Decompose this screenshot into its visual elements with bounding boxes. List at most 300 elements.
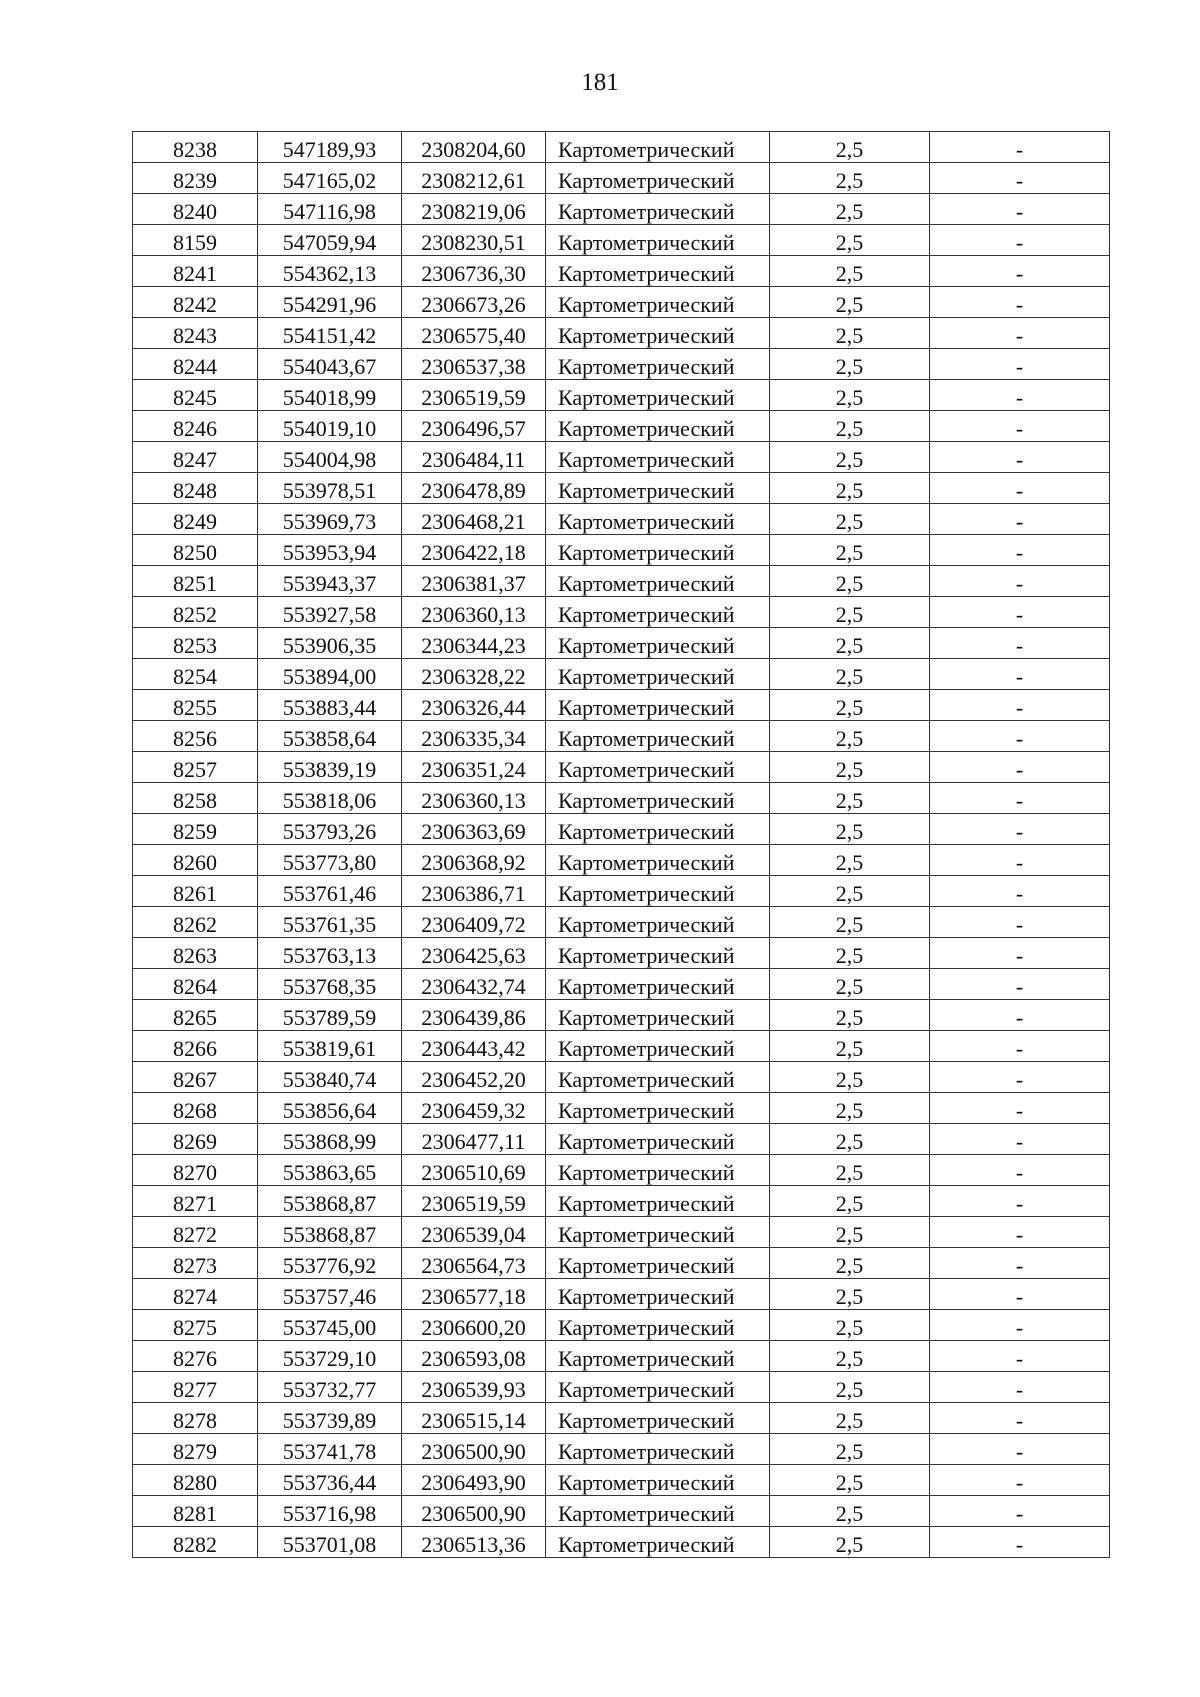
x-coordinate-cell: 553739,89 <box>258 1403 402 1434</box>
note-cell: - <box>930 1496 1110 1527</box>
table-row <box>133 566 1110 597</box>
accuracy-cell: 2,5 <box>770 690 930 721</box>
y-coordinate-cell: 2306564,73 <box>402 1248 546 1279</box>
x-coordinate-cell: 553840,74 <box>258 1062 402 1093</box>
y-coordinate-cell: 2306673,26 <box>402 287 546 318</box>
method-cell: Картометрический <box>546 225 770 256</box>
x-coordinate-cell: 553761,35 <box>258 907 402 938</box>
point-number-cell: 8273 <box>133 1248 258 1279</box>
y-coordinate-cell: 2306477,11 <box>402 1124 546 1155</box>
method-cell: Картометрический <box>546 1000 770 1031</box>
method-cell: Картометрический <box>546 411 770 442</box>
method-cell: Картометрический <box>546 1093 770 1124</box>
note-cell: - <box>930 1310 1110 1341</box>
y-coordinate-cell: 2306432,74 <box>402 969 546 1000</box>
note-cell: - <box>930 1403 1110 1434</box>
method-cell: Картометрический <box>546 535 770 566</box>
note-cell: - <box>930 349 1110 380</box>
note-cell: - <box>930 1217 1110 1248</box>
accuracy-cell: 2,5 <box>770 1217 930 1248</box>
y-coordinate-cell: 2306326,44 <box>402 690 546 721</box>
accuracy-cell: 2,5 <box>770 1279 930 1310</box>
x-coordinate-cell: 553757,46 <box>258 1279 402 1310</box>
note-cell: - <box>930 1434 1110 1465</box>
accuracy-cell: 2,5 <box>770 349 930 380</box>
x-coordinate-cell: 553906,35 <box>258 628 402 659</box>
note-cell: - <box>930 814 1110 845</box>
y-coordinate-cell: 2306513,36 <box>402 1527 546 1558</box>
method-cell: Картометрический <box>546 1155 770 1186</box>
accuracy-cell: 2,5 <box>770 1248 930 1279</box>
note-cell: - <box>930 1186 1110 1217</box>
note-cell: - <box>930 287 1110 318</box>
x-coordinate-cell: 553793,26 <box>258 814 402 845</box>
x-coordinate-cell: 553863,65 <box>258 1155 402 1186</box>
accuracy-cell: 2,5 <box>770 1186 930 1217</box>
y-coordinate-cell: 2306537,38 <box>402 349 546 380</box>
table-row <box>133 380 1110 411</box>
point-number-cell: 8261 <box>133 876 258 907</box>
note-cell: - <box>930 969 1110 1000</box>
method-cell: Картометрический <box>546 1465 770 1496</box>
point-number-cell: 8264 <box>133 969 258 1000</box>
y-coordinate-cell: 2306500,90 <box>402 1434 546 1465</box>
x-coordinate-cell: 553716,98 <box>258 1496 402 1527</box>
accuracy-cell: 2,5 <box>770 473 930 504</box>
note-cell: - <box>930 1155 1110 1186</box>
accuracy-cell: 2,5 <box>770 814 930 845</box>
note-cell: - <box>930 1124 1110 1155</box>
note-cell: - <box>930 1527 1110 1558</box>
x-coordinate-cell: 553768,35 <box>258 969 402 1000</box>
y-coordinate-cell: 2306493,90 <box>402 1465 546 1496</box>
point-number-cell: 8277 <box>133 1372 258 1403</box>
point-number-cell: 8239 <box>133 163 258 194</box>
accuracy-cell: 2,5 <box>770 1496 930 1527</box>
x-coordinate-cell: 553745,00 <box>258 1310 402 1341</box>
note-cell: - <box>930 659 1110 690</box>
y-coordinate-cell: 2306328,22 <box>402 659 546 690</box>
y-coordinate-cell: 2306539,93 <box>402 1372 546 1403</box>
note-cell: - <box>930 907 1110 938</box>
x-coordinate-cell: 553741,78 <box>258 1434 402 1465</box>
accuracy-cell: 2,5 <box>770 380 930 411</box>
table-row <box>133 1062 1110 1093</box>
point-number-cell: 8244 <box>133 349 258 380</box>
point-number-cell: 8276 <box>133 1341 258 1372</box>
point-number-cell: 8263 <box>133 938 258 969</box>
point-number-cell: 8267 <box>133 1062 258 1093</box>
accuracy-cell: 2,5 <box>770 1403 930 1434</box>
table-row <box>133 845 1110 876</box>
x-coordinate-cell: 554291,96 <box>258 287 402 318</box>
x-coordinate-cell: 554362,13 <box>258 256 402 287</box>
point-number-cell: 8246 <box>133 411 258 442</box>
y-coordinate-cell: 2306363,69 <box>402 814 546 845</box>
x-coordinate-cell: 553818,06 <box>258 783 402 814</box>
accuracy-cell: 2,5 <box>770 721 930 752</box>
accuracy-cell: 2,5 <box>770 535 930 566</box>
accuracy-cell: 2,5 <box>770 318 930 349</box>
method-cell: Картометрический <box>546 1124 770 1155</box>
method-cell: Картометрический <box>546 442 770 473</box>
table-row <box>133 349 1110 380</box>
table-row <box>133 690 1110 721</box>
table-row <box>133 473 1110 504</box>
method-cell: Картометрический <box>546 690 770 721</box>
x-coordinate-cell: 554019,10 <box>258 411 402 442</box>
y-coordinate-cell: 2306459,32 <box>402 1093 546 1124</box>
x-coordinate-cell: 553856,64 <box>258 1093 402 1124</box>
y-coordinate-cell: 2306510,69 <box>402 1155 546 1186</box>
x-coordinate-cell: 547165,02 <box>258 163 402 194</box>
note-cell: - <box>930 845 1110 876</box>
method-cell: Картометрический <box>546 938 770 969</box>
note-cell: - <box>930 256 1110 287</box>
y-coordinate-cell: 2308219,06 <box>402 194 546 225</box>
note-cell: - <box>930 1062 1110 1093</box>
y-coordinate-cell: 2306515,14 <box>402 1403 546 1434</box>
accuracy-cell: 2,5 <box>770 1527 930 1558</box>
table-row <box>133 535 1110 566</box>
note-cell: - <box>930 721 1110 752</box>
method-cell: Картометрический <box>546 721 770 752</box>
method-cell: Картометрический <box>546 473 770 504</box>
y-coordinate-cell: 2306577,18 <box>402 1279 546 1310</box>
y-coordinate-cell: 2306344,23 <box>402 628 546 659</box>
method-cell: Картометрический <box>546 783 770 814</box>
point-number-cell: 8247 <box>133 442 258 473</box>
table-row <box>133 256 1110 287</box>
x-coordinate-cell: 553868,87 <box>258 1217 402 1248</box>
y-coordinate-cell: 2306519,59 <box>402 380 546 411</box>
y-coordinate-cell: 2306425,63 <box>402 938 546 969</box>
method-cell: Картометрический <box>546 628 770 659</box>
accuracy-cell: 2,5 <box>770 132 930 163</box>
table-row <box>133 1496 1110 1527</box>
table-row <box>133 163 1110 194</box>
point-number-cell: 8268 <box>133 1093 258 1124</box>
accuracy-cell: 2,5 <box>770 845 930 876</box>
accuracy-cell: 2,5 <box>770 876 930 907</box>
point-number-cell: 8258 <box>133 783 258 814</box>
method-cell: Картометрический <box>546 1372 770 1403</box>
point-number-cell: 8281 <box>133 1496 258 1527</box>
point-number-cell: 8265 <box>133 1000 258 1031</box>
table-row <box>133 1217 1110 1248</box>
note-cell: - <box>930 752 1110 783</box>
point-number-cell: 8269 <box>133 1124 258 1155</box>
y-coordinate-cell: 2306409,72 <box>402 907 546 938</box>
point-number-cell: 8260 <box>133 845 258 876</box>
point-number-cell: 8248 <box>133 473 258 504</box>
method-cell: Картометрический <box>546 969 770 1000</box>
accuracy-cell: 2,5 <box>770 225 930 256</box>
accuracy-cell: 2,5 <box>770 1000 930 1031</box>
table-row <box>133 597 1110 628</box>
y-coordinate-cell: 2306439,86 <box>402 1000 546 1031</box>
accuracy-cell: 2,5 <box>770 163 930 194</box>
method-cell: Картометрический <box>546 1248 770 1279</box>
y-coordinate-cell: 2306575,40 <box>402 318 546 349</box>
x-coordinate-cell: 553776,92 <box>258 1248 402 1279</box>
note-cell: - <box>930 473 1110 504</box>
x-coordinate-cell: 547189,93 <box>258 132 402 163</box>
method-cell: Картометрический <box>546 163 770 194</box>
point-number-cell: 8255 <box>133 690 258 721</box>
note-cell: - <box>930 442 1110 473</box>
point-number-cell: 8259 <box>133 814 258 845</box>
y-coordinate-cell: 2306443,42 <box>402 1031 546 1062</box>
method-cell: Картометрический <box>546 659 770 690</box>
note-cell: - <box>930 194 1110 225</box>
table-row <box>133 1341 1110 1372</box>
accuracy-cell: 2,5 <box>770 1155 930 1186</box>
method-cell: Картометрический <box>546 1527 770 1558</box>
table-row <box>133 907 1110 938</box>
table-row <box>133 1465 1110 1496</box>
accuracy-cell: 2,5 <box>770 1310 930 1341</box>
y-coordinate-cell: 2306519,59 <box>402 1186 546 1217</box>
table-row <box>133 225 1110 256</box>
accuracy-cell: 2,5 <box>770 938 930 969</box>
x-coordinate-cell: 553927,58 <box>258 597 402 628</box>
x-coordinate-cell: 553868,87 <box>258 1186 402 1217</box>
note-cell: - <box>930 1248 1110 1279</box>
point-number-cell: 8251 <box>133 566 258 597</box>
x-coordinate-cell: 553894,00 <box>258 659 402 690</box>
table-row <box>133 411 1110 442</box>
note-cell: - <box>930 504 1110 535</box>
note-cell: - <box>930 318 1110 349</box>
note-cell: - <box>930 876 1110 907</box>
y-coordinate-cell: 2308204,60 <box>402 132 546 163</box>
table-row <box>133 628 1110 659</box>
method-cell: Картометрический <box>546 1496 770 1527</box>
accuracy-cell: 2,5 <box>770 504 930 535</box>
method-cell: Картометрический <box>546 597 770 628</box>
accuracy-cell: 2,5 <box>770 1031 930 1062</box>
note-cell: - <box>930 163 1110 194</box>
y-coordinate-cell: 2306452,20 <box>402 1062 546 1093</box>
accuracy-cell: 2,5 <box>770 1341 930 1372</box>
point-number-cell: 8250 <box>133 535 258 566</box>
accuracy-cell: 2,5 <box>770 1093 930 1124</box>
x-coordinate-cell: 553763,13 <box>258 938 402 969</box>
table-row <box>133 1403 1110 1434</box>
x-coordinate-cell: 553761,46 <box>258 876 402 907</box>
point-number-cell: 8279 <box>133 1434 258 1465</box>
method-cell: Картометрический <box>546 380 770 411</box>
y-coordinate-cell: 2306381,37 <box>402 566 546 597</box>
table-row <box>133 938 1110 969</box>
note-cell: - <box>930 1279 1110 1310</box>
method-cell: Картометрический <box>546 1310 770 1341</box>
table-row <box>133 1527 1110 1558</box>
method-cell: Картометрический <box>546 566 770 597</box>
point-number-cell: 8242 <box>133 287 258 318</box>
note-cell: - <box>930 380 1110 411</box>
y-coordinate-cell: 2306368,92 <box>402 845 546 876</box>
x-coordinate-cell: 553858,64 <box>258 721 402 752</box>
point-number-cell: 8254 <box>133 659 258 690</box>
table-row <box>133 1186 1110 1217</box>
y-coordinate-cell: 2306484,11 <box>402 442 546 473</box>
method-cell: Картометрический <box>546 132 770 163</box>
note-cell: - <box>930 1341 1110 1372</box>
accuracy-cell: 2,5 <box>770 566 930 597</box>
method-cell: Картометрический <box>546 1062 770 1093</box>
accuracy-cell: 2,5 <box>770 442 930 473</box>
table-row <box>133 194 1110 225</box>
method-cell: Картометрический <box>546 256 770 287</box>
table-row <box>133 318 1110 349</box>
accuracy-cell: 2,5 <box>770 907 930 938</box>
method-cell: Картометрический <box>546 1434 770 1465</box>
note-cell: - <box>930 535 1110 566</box>
point-number-cell: 8280 <box>133 1465 258 1496</box>
coordinates-table <box>132 131 1110 1558</box>
point-number-cell: 8241 <box>133 256 258 287</box>
table-row <box>133 1124 1110 1155</box>
accuracy-cell: 2,5 <box>770 287 930 318</box>
y-coordinate-cell: 2306360,13 <box>402 597 546 628</box>
x-coordinate-cell: 553978,51 <box>258 473 402 504</box>
method-cell: Картометрический <box>546 814 770 845</box>
accuracy-cell: 2,5 <box>770 969 930 1000</box>
y-coordinate-cell: 2306736,30 <box>402 256 546 287</box>
point-number-cell: 8238 <box>133 132 258 163</box>
x-coordinate-cell: 554018,99 <box>258 380 402 411</box>
method-cell: Картометрический <box>546 1341 770 1372</box>
method-cell: Картометрический <box>546 1186 770 1217</box>
method-cell: Картометрический <box>546 1217 770 1248</box>
y-coordinate-cell: 2306360,13 <box>402 783 546 814</box>
point-number-cell: 8271 <box>133 1186 258 1217</box>
y-coordinate-cell: 2306386,71 <box>402 876 546 907</box>
point-number-cell: 8252 <box>133 597 258 628</box>
table-row <box>133 969 1110 1000</box>
table-row <box>133 504 1110 535</box>
method-cell: Картометрический <box>546 194 770 225</box>
point-number-cell: 8245 <box>133 380 258 411</box>
x-coordinate-cell: 554151,42 <box>258 318 402 349</box>
note-cell: - <box>930 411 1110 442</box>
y-coordinate-cell: 2306478,89 <box>402 473 546 504</box>
method-cell: Картометрический <box>546 752 770 783</box>
y-coordinate-cell: 2308212,61 <box>402 163 546 194</box>
method-cell: Картометрический <box>546 287 770 318</box>
table-row <box>133 1372 1110 1403</box>
method-cell: Картометрический <box>546 876 770 907</box>
table-row <box>133 1031 1110 1062</box>
x-coordinate-cell: 553839,19 <box>258 752 402 783</box>
x-coordinate-cell: 553969,73 <box>258 504 402 535</box>
table-row <box>133 659 1110 690</box>
table-row <box>133 876 1110 907</box>
y-coordinate-cell: 2306593,08 <box>402 1341 546 1372</box>
point-number-cell: 8262 <box>133 907 258 938</box>
y-coordinate-cell: 2306468,21 <box>402 504 546 535</box>
point-number-cell: 8253 <box>133 628 258 659</box>
point-number-cell: 8275 <box>133 1310 258 1341</box>
note-cell: - <box>930 628 1110 659</box>
point-number-cell: 8257 <box>133 752 258 783</box>
x-coordinate-cell: 553819,61 <box>258 1031 402 1062</box>
method-cell: Картометрический <box>546 1403 770 1434</box>
table-row <box>133 442 1110 473</box>
note-cell: - <box>930 690 1110 721</box>
accuracy-cell: 2,5 <box>770 1465 930 1496</box>
point-number-cell: 8282 <box>133 1527 258 1558</box>
table-row <box>133 752 1110 783</box>
accuracy-cell: 2,5 <box>770 1062 930 1093</box>
accuracy-cell: 2,5 <box>770 256 930 287</box>
x-coordinate-cell: 553732,77 <box>258 1372 402 1403</box>
method-cell: Картометрический <box>546 318 770 349</box>
accuracy-cell: 2,5 <box>770 752 930 783</box>
note-cell: - <box>930 597 1110 628</box>
table-row <box>133 721 1110 752</box>
note-cell: - <box>930 1372 1110 1403</box>
y-coordinate-cell: 2306600,20 <box>402 1310 546 1341</box>
note-cell: - <box>930 1093 1110 1124</box>
y-coordinate-cell: 2308230,51 <box>402 225 546 256</box>
point-number-cell: 8240 <box>133 194 258 225</box>
x-coordinate-cell: 553701,08 <box>258 1527 402 1558</box>
accuracy-cell: 2,5 <box>770 597 930 628</box>
y-coordinate-cell: 2306422,18 <box>402 535 546 566</box>
point-number-cell: 8272 <box>133 1217 258 1248</box>
note-cell: - <box>930 566 1110 597</box>
x-coordinate-cell: 553789,59 <box>258 1000 402 1031</box>
x-coordinate-cell: 553868,99 <box>258 1124 402 1155</box>
note-cell: - <box>930 1465 1110 1496</box>
x-coordinate-cell: 553943,37 <box>258 566 402 597</box>
coordinates-table-body <box>133 132 1110 1558</box>
note-cell: - <box>930 225 1110 256</box>
table-row <box>133 783 1110 814</box>
table-row <box>133 1000 1110 1031</box>
accuracy-cell: 2,5 <box>770 194 930 225</box>
x-coordinate-cell: 553736,44 <box>258 1465 402 1496</box>
note-cell: - <box>930 938 1110 969</box>
accuracy-cell: 2,5 <box>770 1372 930 1403</box>
y-coordinate-cell: 2306539,04 <box>402 1217 546 1248</box>
point-number-cell: 8249 <box>133 504 258 535</box>
x-coordinate-cell: 554043,67 <box>258 349 402 380</box>
accuracy-cell: 2,5 <box>770 1124 930 1155</box>
page-number: 181 <box>581 69 619 96</box>
point-number-cell: 8256 <box>133 721 258 752</box>
y-coordinate-cell: 2306500,90 <box>402 1496 546 1527</box>
accuracy-cell: 2,5 <box>770 659 930 690</box>
x-coordinate-cell: 553773,80 <box>258 845 402 876</box>
method-cell: Картометрический <box>546 1279 770 1310</box>
y-coordinate-cell: 2306335,34 <box>402 721 546 752</box>
table-row <box>133 1434 1110 1465</box>
point-number-cell: 8270 <box>133 1155 258 1186</box>
table-row <box>133 1155 1110 1186</box>
accuracy-cell: 2,5 <box>770 1434 930 1465</box>
method-cell: Картометрический <box>546 907 770 938</box>
accuracy-cell: 2,5 <box>770 783 930 814</box>
point-number-cell: 8278 <box>133 1403 258 1434</box>
x-coordinate-cell: 553729,10 <box>258 1341 402 1372</box>
note-cell: - <box>930 783 1110 814</box>
x-coordinate-cell: 553883,44 <box>258 690 402 721</box>
accuracy-cell: 2,5 <box>770 628 930 659</box>
